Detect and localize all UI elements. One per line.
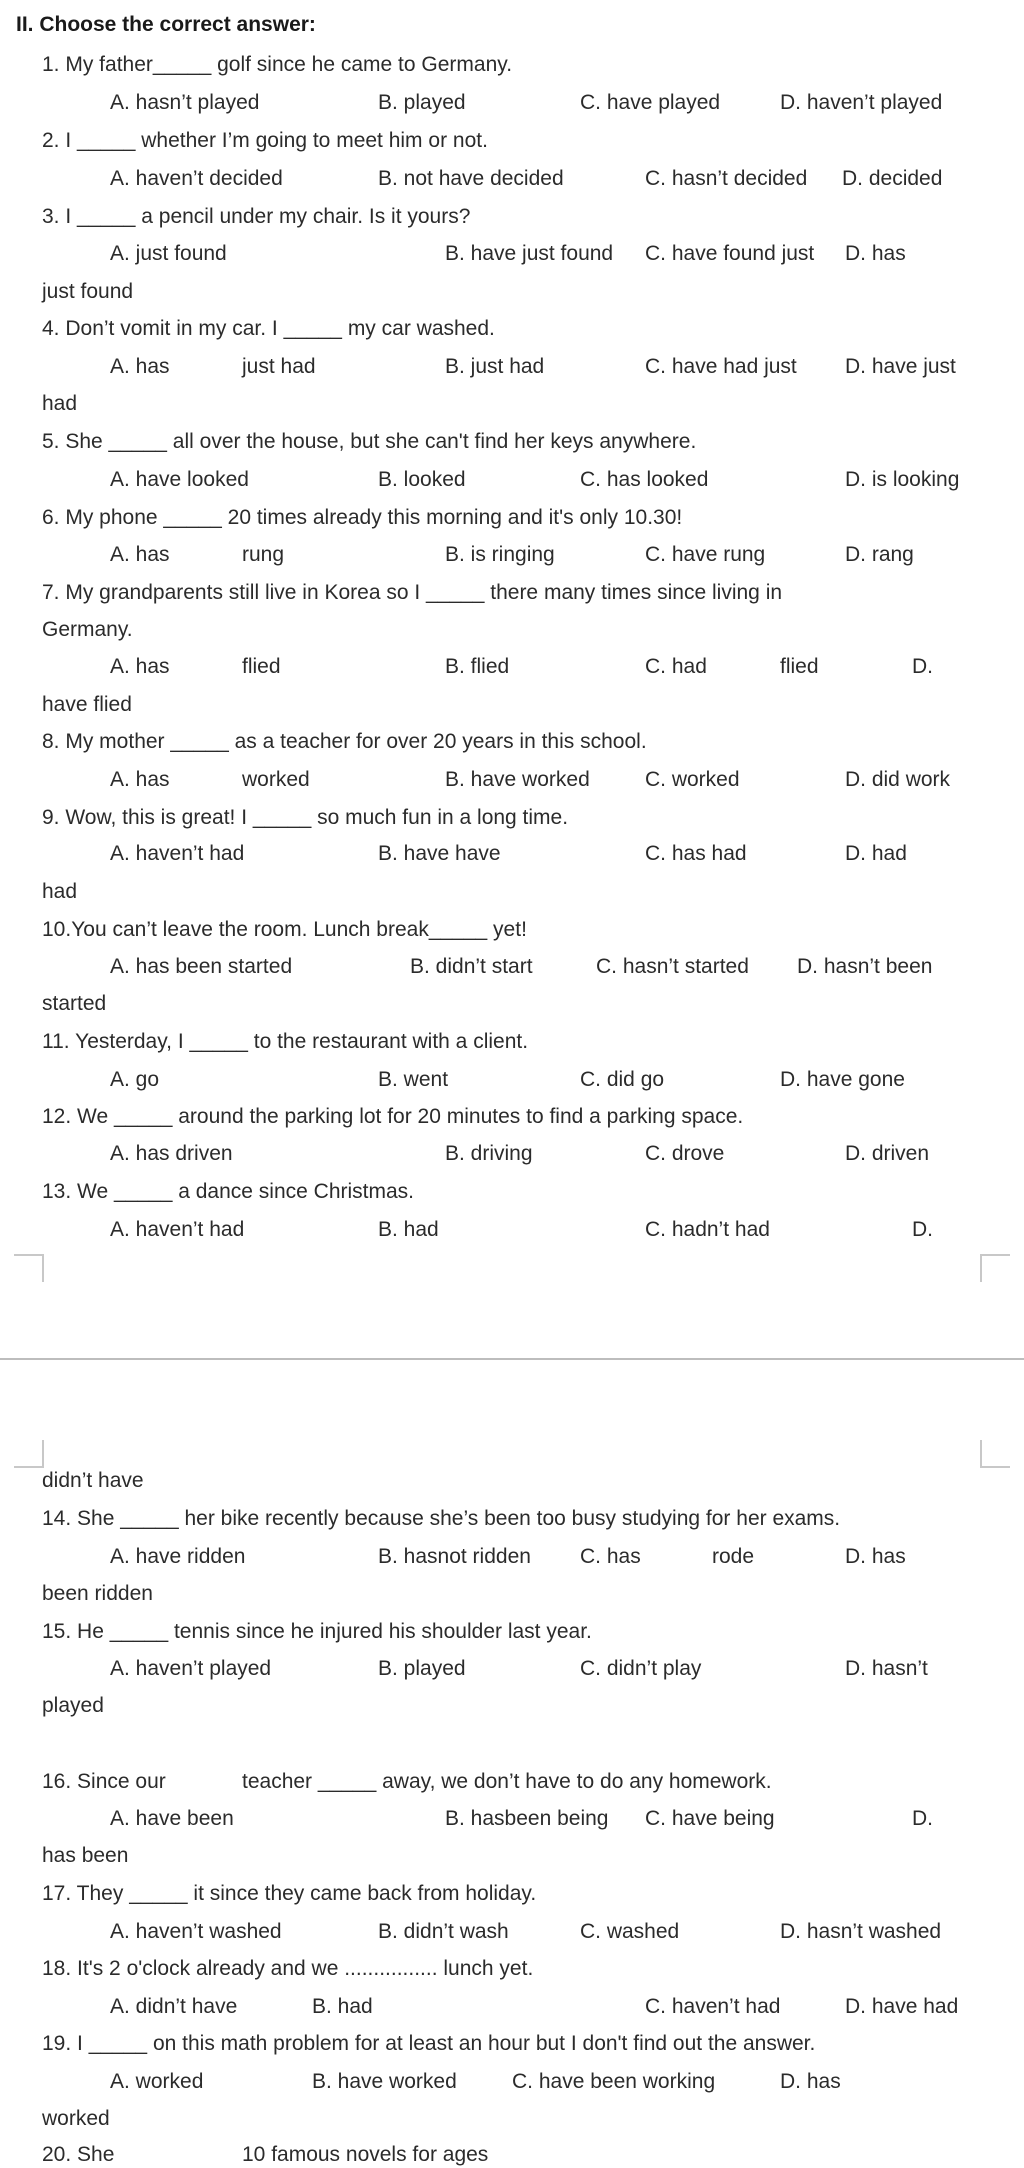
option-a: A. haven’t washed — [110, 1920, 282, 1943]
option-d: D. — [912, 655, 933, 678]
question-stem: Don’t vomit in my car. I _____ my car washed. — [65, 317, 495, 340]
option-d: D. have had — [845, 1995, 959, 2018]
option-a: A. have ridden — [110, 1545, 246, 1568]
option-d: D. has — [845, 1545, 906, 1568]
option-c: C. have rung — [645, 543, 766, 566]
section-title: II. Choose the correct answer: — [16, 13, 316, 36]
option-d: D. did work — [845, 768, 951, 791]
option-b: B. looked — [378, 468, 466, 491]
question-9 — [42, 805, 568, 831]
question-stem: We _____ around the parking lot for 20 minutes to find a parking space. — [77, 1105, 744, 1128]
option-a-text: just had — [242, 355, 316, 378]
option-b: B. have have — [378, 842, 501, 865]
question-stem-continuation: Germany. — [42, 618, 133, 641]
page-corner-mark — [980, 1254, 1010, 1282]
option-b: B. didn’t start — [410, 955, 533, 978]
option-d: D. hasn’t been — [797, 955, 933, 978]
option-a: A. has — [110, 543, 170, 566]
question-4 — [42, 316, 495, 342]
option-c: C. worked — [645, 768, 740, 791]
option-c: C. drove — [645, 1142, 725, 1165]
option-d: D. has — [780, 2070, 841, 2093]
option-c: C. has had — [645, 842, 747, 865]
question-number: 13. — [42, 1180, 72, 1203]
option-a: A. just found — [110, 242, 227, 265]
question-number: 7. — [42, 581, 60, 604]
option-c: C. have been working — [512, 2070, 716, 2093]
page-break-divider — [0, 1358, 1024, 1360]
option-c: C. have being — [645, 1807, 775, 1830]
option-a: A. has — [110, 655, 170, 678]
question-number: 14. — [42, 1507, 72, 1530]
option-b: B. went — [378, 1068, 449, 1091]
option-c: C. didn’t play — [580, 1657, 702, 1680]
question-stem: I _____ on this math problem for at least an hour but I don't find out the answer. — [77, 2032, 816, 2055]
previous-page-fragment — [0, 0, 1024, 4]
option-a: A. has — [110, 768, 170, 791]
option-b: B. have worked — [445, 768, 590, 791]
question-stem: Yesterday, I _____ to the restaurant with a client. — [75, 1030, 529, 1053]
question-18 — [42, 1956, 533, 1982]
question-number: 3. — [42, 205, 60, 228]
option-a: A. has — [110, 355, 170, 378]
option-d: D. had — [845, 842, 907, 865]
question-stem: She _____ all over the house, but she can't find her keys anywhere. — [65, 430, 697, 453]
option-c-text: rode — [712, 1545, 755, 1568]
option-d: D. have just — [845, 355, 956, 378]
option-continuation: started — [42, 992, 107, 1015]
option-d: D. have gone — [780, 1068, 905, 1091]
question-stem: She _____ her bike recently because she’s been too busy studying for her exams. — [77, 1507, 841, 1530]
question-stem: You can’t leave the room. Lunch break_____ yet! — [71, 918, 527, 941]
option-a: A. worked — [110, 2070, 204, 2093]
question-stem: Since our — [77, 1770, 166, 1793]
option-d: D. — [912, 1807, 933, 1830]
option-b: B. had — [312, 1995, 373, 2018]
option-a: A. haven’t had — [110, 1218, 245, 1241]
option-c-text: flied — [780, 655, 819, 678]
option-a: A. has been started — [110, 955, 293, 978]
option-continuation: has been — [42, 1844, 129, 1867]
question-1 — [42, 52, 512, 78]
question-19 — [42, 2031, 815, 2057]
option-c: C. hadn’t had — [645, 1218, 770, 1241]
option-a-text: worked — [242, 768, 310, 791]
option-a: A. have looked — [110, 468, 249, 491]
option-d: D. driven — [845, 1142, 930, 1165]
question-stem: My father_____ golf since he came to Germany. — [65, 53, 513, 76]
option-continuation: just found — [42, 280, 134, 303]
option-b: B. didn’t wash — [378, 1920, 509, 1943]
option-c: C. have played — [580, 91, 721, 114]
question-stem: Wow, this is great! I _____ so much fun in a long time. — [65, 806, 569, 829]
option-b: B. just had — [445, 355, 545, 378]
question-stem: She — [77, 2143, 115, 2166]
option-continuation: been ridden — [42, 1582, 153, 1605]
question-13 — [42, 1179, 414, 1205]
question-number: 20. — [42, 2143, 72, 2166]
question-17 — [42, 1881, 536, 1907]
option-d: D. hasn’t — [845, 1657, 928, 1680]
option-a-text: flied — [242, 655, 281, 678]
question-number: 4. — [42, 317, 60, 340]
option-d: D. rang — [845, 543, 914, 566]
page-corner-mark — [980, 1440, 1010, 1468]
option-continuation: have flied — [42, 693, 132, 716]
question-stem: My mother _____ as a teacher for over 20 years in this school. — [65, 730, 647, 753]
question-14 — [42, 1506, 840, 1532]
option-c: C. hasn’t decided — [645, 167, 808, 190]
option-d: D. is looking — [845, 468, 960, 491]
question-number: 19. — [42, 2032, 72, 2055]
question-number: 1. — [42, 53, 60, 76]
option-continuation: had — [42, 392, 78, 415]
question-stem: They _____ it since they came back from holiday. — [76, 1882, 537, 1905]
question-15 — [42, 1619, 592, 1645]
option-b: B. have just found — [445, 242, 614, 265]
option-c: C. had — [645, 655, 707, 678]
option-continuation: didn’t have — [42, 1469, 144, 1492]
page-corner-mark — [14, 1254, 44, 1282]
question-20 — [42, 2142, 114, 2168]
question-number: 9. — [42, 806, 60, 829]
option-c: C. has — [580, 1545, 641, 1568]
question-number: 18. — [42, 1957, 72, 1980]
option-c: C. have had just — [645, 355, 797, 378]
question-stem: My phone _____ 20 times already this morning and it's only 10.30! — [65, 506, 683, 529]
question-number: 5. — [42, 430, 60, 453]
question-2 — [42, 128, 488, 154]
question-stem: I _____ a pencil under my chair. Is it yours? — [65, 205, 471, 228]
question-stem: I _____ whether I’m going to meet him or not. — [65, 129, 488, 152]
option-a: A. has driven — [110, 1142, 233, 1165]
option-c: C. has looked — [580, 468, 709, 491]
option-b: B. flied — [445, 655, 510, 678]
option-b: B. driving — [445, 1142, 533, 1165]
option-d: D. has — [845, 242, 906, 265]
option-b: B. not have decided — [378, 167, 564, 190]
question-number: 10. — [42, 918, 72, 941]
question-12 — [42, 1104, 743, 1130]
question-number: 6. — [42, 506, 60, 529]
question-stem-part2: 10 famous novels for ages — [242, 2143, 489, 2166]
option-b: B. is ringing — [445, 543, 555, 566]
option-b: B. hasbeen being — [445, 1807, 609, 1830]
option-b: B. had — [378, 1218, 439, 1241]
question-stem: He _____ tennis since he injured his shoulder last year. — [77, 1620, 592, 1643]
option-a: A. haven’t decided — [110, 167, 283, 190]
question-5 — [42, 429, 696, 455]
option-a: A. go — [110, 1068, 160, 1091]
option-b: B. played — [378, 91, 466, 114]
question-8 — [42, 729, 647, 755]
option-c: C. hasn’t started — [596, 955, 749, 978]
option-a: A. haven’t had — [110, 842, 245, 865]
option-d: D. decided — [842, 167, 943, 190]
option-c: C. did go — [580, 1068, 665, 1091]
option-b: B. hasnot ridden — [378, 1545, 531, 1568]
option-a: A. hasn’t played — [110, 91, 260, 114]
question-3 — [42, 204, 470, 230]
question-number: 11. — [42, 1030, 70, 1053]
option-c: C. washed — [580, 1920, 680, 1943]
option-c: C. have found just — [645, 242, 815, 265]
question-stem: We _____ a dance since Christmas. — [77, 1180, 415, 1203]
question-6 — [42, 505, 682, 531]
option-continuation: had — [42, 880, 78, 903]
question-11 — [42, 1029, 528, 1055]
option-a: A. have been — [110, 1807, 234, 1830]
question-number: 12. — [42, 1105, 72, 1128]
question-number: 16. — [42, 1770, 72, 1793]
question-10 — [42, 917, 527, 943]
option-continuation: worked — [42, 2107, 110, 2130]
question-number: 8. — [42, 730, 60, 753]
option-d: D. haven’t played — [780, 91, 943, 114]
option-c: C. haven’t had — [645, 1995, 781, 2018]
option-b: B. have worked — [312, 2070, 457, 2093]
option-a: A. haven’t played — [110, 1657, 272, 1680]
page-corner-mark — [14, 1440, 44, 1468]
question-7 — [42, 580, 782, 606]
option-d: D. hasn’t washed — [780, 1920, 942, 1943]
option-b: B. played — [378, 1657, 466, 1680]
option-d: D. — [912, 1218, 933, 1241]
option-a: A. didn’t have — [110, 1995, 238, 2018]
question-stem: It's 2 o'clock already and we ................ lunch yet. — [77, 1957, 534, 1980]
question-stem: My grandparents still live in Korea so I _____ there many times since living in — [65, 581, 783, 604]
option-continuation: played — [42, 1694, 104, 1717]
question-number: 15. — [42, 1620, 72, 1643]
question-16 — [42, 1769, 166, 1795]
question-stem-part2: teacher _____ away, we don’t have to do any homework. — [242, 1770, 772, 1793]
option-a-text: rung — [242, 543, 285, 566]
question-number: 17. — [42, 1882, 72, 1905]
question-number: 2. — [42, 129, 60, 152]
